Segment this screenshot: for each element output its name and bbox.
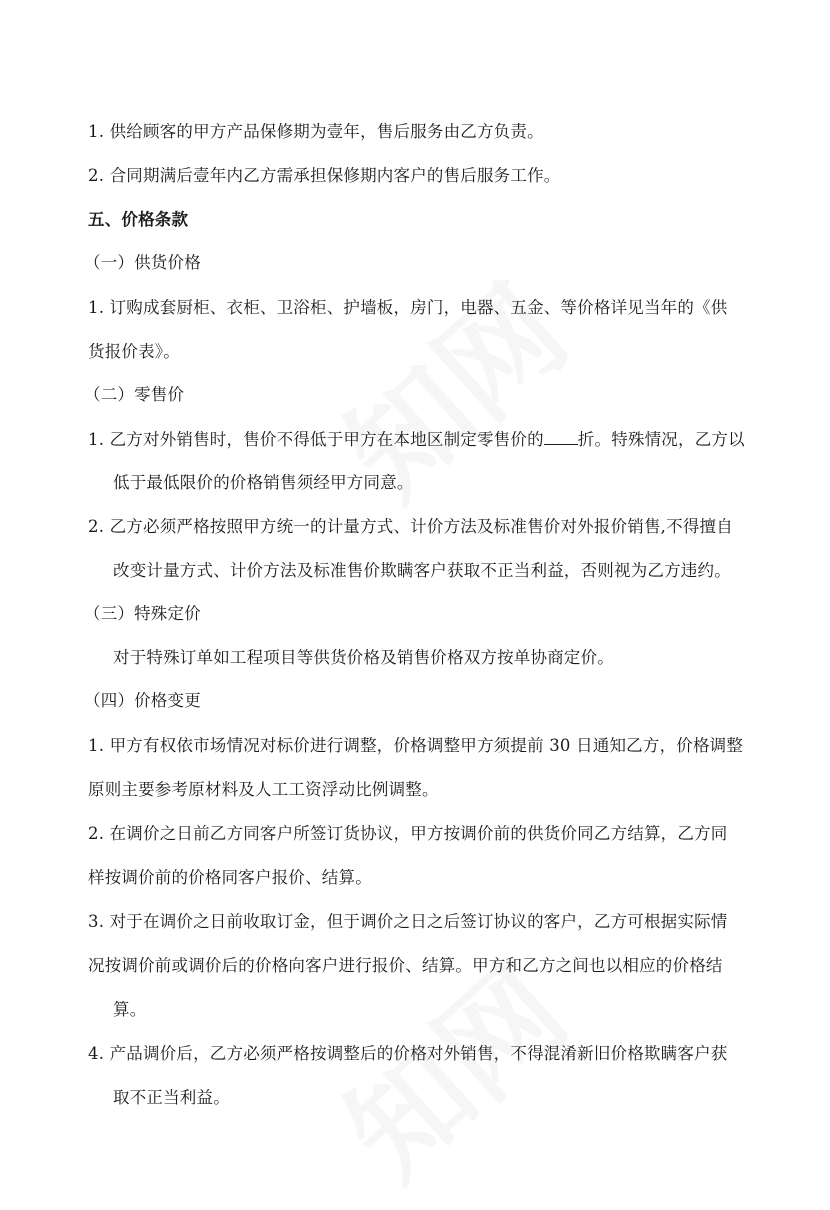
retail-price-clause-1-cont: 低于最低限价的价格销售须经甲方同意。 [113, 473, 414, 492]
supply-price-clause-1: 1. 订购成套厨柜、衣柜、卫浴柜、护墙板，房门，电器、五金、等价格详见当年的《供 [88, 298, 728, 317]
price-change-clause-1-cont: 原则主要参考原材料及人工工资浮动比例调整。 [88, 780, 439, 799]
price-change-clause-1: 1. 甲方有权依市场情况对标价进行调整，价格调整甲方须提前 30 日通知乙方，价格调整 [88, 736, 744, 755]
subheading-supply-price: （一）供货价格 [84, 253, 201, 272]
subheading-special-pricing: （三）特殊定价 [84, 604, 201, 623]
retail-price-clause-1-text-2: 折。特殊情况，乙方以 [577, 430, 745, 449]
price-change-clause-3-cont: 况按调价前或调价后的价格向客户进行报价、结算。甲方和乙方之间也以相应的价格结 [88, 956, 723, 975]
retail-price-clause-2: 2. 乙方必须严格按照甲方统一的计量方式、计价方法及标准售价对外报价销售,不得擅自 [88, 517, 733, 536]
price-change-clause-2: 2. 在调价之日前乙方同客户所签订货协议，甲方按调价前的供货价同乙方结算，乙方同 [88, 824, 728, 843]
price-change-clause-4-cont: 取不正当利益。 [113, 1088, 230, 1107]
warranty-clause-1: 1. 供给顾客的甲方产品保修期为壹年，售后服务由乙方负责。 [88, 122, 544, 141]
retail-price-clause-1 [88, 427, 745, 452]
subheading-price-change: （四）价格变更 [84, 691, 201, 710]
retail-price-clause-2-cont: 改变计量方式、计价方法及标准售价欺瞒客户获取不正当利益，否则视为乙方违约。 [113, 561, 731, 580]
price-change-clause-4: 4. 产品调价后，乙方必须严格按调整后的价格对外销售，不得混淆新旧价格欺瞒客户获 [88, 1044, 728, 1063]
retail-price-clause-1-text: 1. 乙方对外销售时，售价不得低于甲方在本地区制定零售价的 [88, 430, 544, 449]
price-change-clause-2-cont: 样按调价前的价格同客户报价、结算。 [88, 868, 372, 887]
price-change-clause-3: 3. 对于在调价之日前收取订金，但于调价之日之后签订协议的客户，乙方可根据实际情 [88, 912, 728, 931]
discount-blank [544, 427, 578, 445]
special-pricing-clause: 对于特殊订单如工程项目等供货价格及销售价格双方按单协商定价。 [113, 648, 614, 667]
price-change-clause-3-end: 算。 [113, 1000, 147, 1019]
warranty-clause-2: 2. 合同期满后壹年内乙方需承担保修期内客户的售后服务工作。 [88, 166, 561, 185]
section-heading-price-terms: 五、价格条款 [88, 210, 189, 229]
subheading-retail-price: （二）零售价 [84, 385, 185, 404]
supply-price-clause-1-cont: 货报价表》。 [88, 342, 180, 361]
